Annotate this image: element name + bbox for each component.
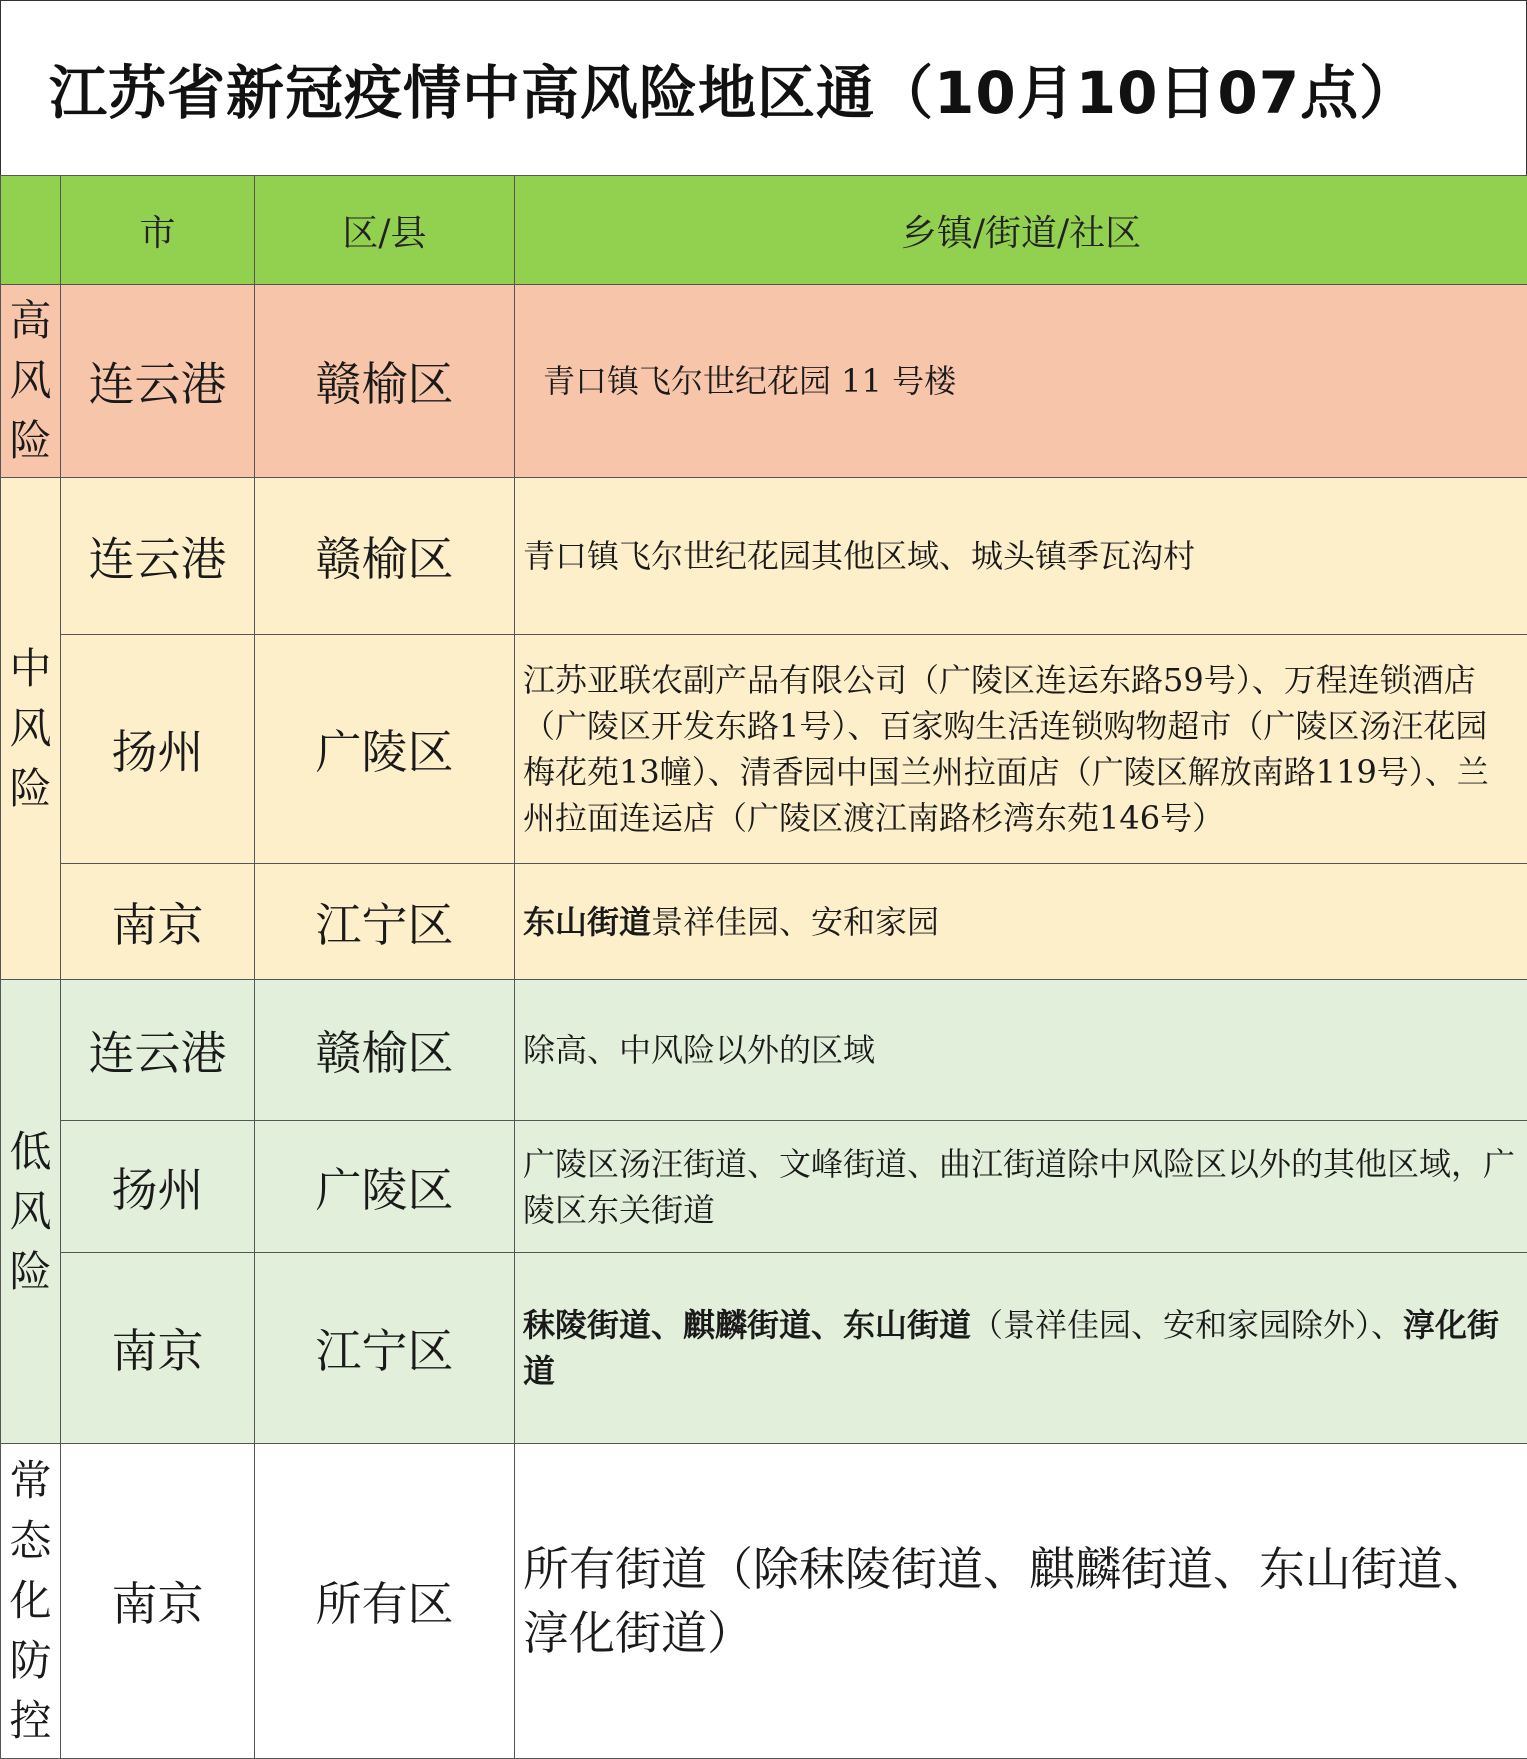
district-cell: 赣榆区 (255, 285, 515, 478)
area-bold-text: 秣陵街道、麒麟街道、东山街道 (523, 1306, 971, 1344)
city-cell: 南京 (61, 1253, 255, 1444)
area-cell: 青口镇飞尔世纪花园 11 号楼 (515, 285, 1527, 478)
district-cell: 赣榆区 (255, 478, 515, 635)
table-row (1, 635, 1527, 864)
area-cell (515, 1253, 1527, 1444)
table-row (1, 980, 1527, 1121)
table-row (1, 478, 1527, 635)
level-cell-normal: 常 态 化 防 控 (1, 1444, 61, 1759)
district-cell: 江宁区 (255, 864, 515, 980)
district-cell: 广陵区 (255, 1121, 515, 1253)
area-text: 景祥佳园、安和家园 (651, 903, 939, 941)
area-cell: 广陵区汤汪街道、文峰街道、曲江街道除中风险区以外的其他区域，广陵区东关街道 (515, 1121, 1527, 1253)
area-text: （景祥佳园、安和家园除外）、 (971, 1306, 1403, 1344)
area-bold-text: 淳化街道 (523, 1306, 1499, 1390)
area-cell: 除高、中风险以外的区域 (515, 980, 1527, 1121)
area-cell: 青口镇飞尔世纪花园其他区域、城头镇季瓦沟村 (515, 478, 1527, 635)
header-district: 区/县 (255, 176, 515, 285)
risk-area-table (0, 175, 1527, 1759)
page-title: 江苏省新冠疫情中高风险地区通（10月10日07点） (0, 0, 1527, 175)
table-row (1, 1444, 1527, 1759)
table-row (1, 1253, 1527, 1444)
header-city: 市 (61, 176, 255, 285)
header-area: 乡镇/街道/社区 (515, 176, 1527, 285)
city-cell: 连云港 (61, 980, 255, 1121)
header-level (1, 176, 61, 285)
city-cell: 南京 (61, 1444, 255, 1759)
area-cell: 所有街道（除秣陵街道、麒麟街道、东山街道、淳化街道） (515, 1444, 1527, 1759)
header-row (1, 176, 1527, 285)
city-cell: 扬州 (61, 635, 255, 864)
level-cell-low: 低 风 险 (1, 980, 61, 1444)
area-cell: 江苏亚联农副产品有限公司（广陵区连运东路59号）、万程连锁酒店（广陵区开发东路1号）、百家购生活连锁购物超市（广陵区汤汪花园梅花苑13幢）、清香园中国兰州拉面店（广陵区解放南路119号）、兰州拉面连运店（广陵区渡江南路杉湾东苑146号） (515, 635, 1527, 864)
area-bold-text: 东山街道 (523, 903, 651, 941)
city-cell: 南京 (61, 864, 255, 980)
district-cell: 江宁区 (255, 1253, 515, 1444)
level-cell-mid: 中 风 险 (1, 478, 61, 980)
district-cell: 广陵区 (255, 635, 515, 864)
city-cell: 连云港 (61, 285, 255, 478)
district-cell: 所有区 (255, 1444, 515, 1759)
table-row (1, 1121, 1527, 1253)
level-cell-high: 高 风 险 (1, 285, 61, 478)
district-cell: 赣榆区 (255, 980, 515, 1121)
table-row (1, 864, 1527, 980)
area-cell (515, 864, 1527, 980)
city-cell: 扬州 (61, 1121, 255, 1253)
city-cell: 连云港 (61, 478, 255, 635)
table-row (1, 285, 1527, 478)
